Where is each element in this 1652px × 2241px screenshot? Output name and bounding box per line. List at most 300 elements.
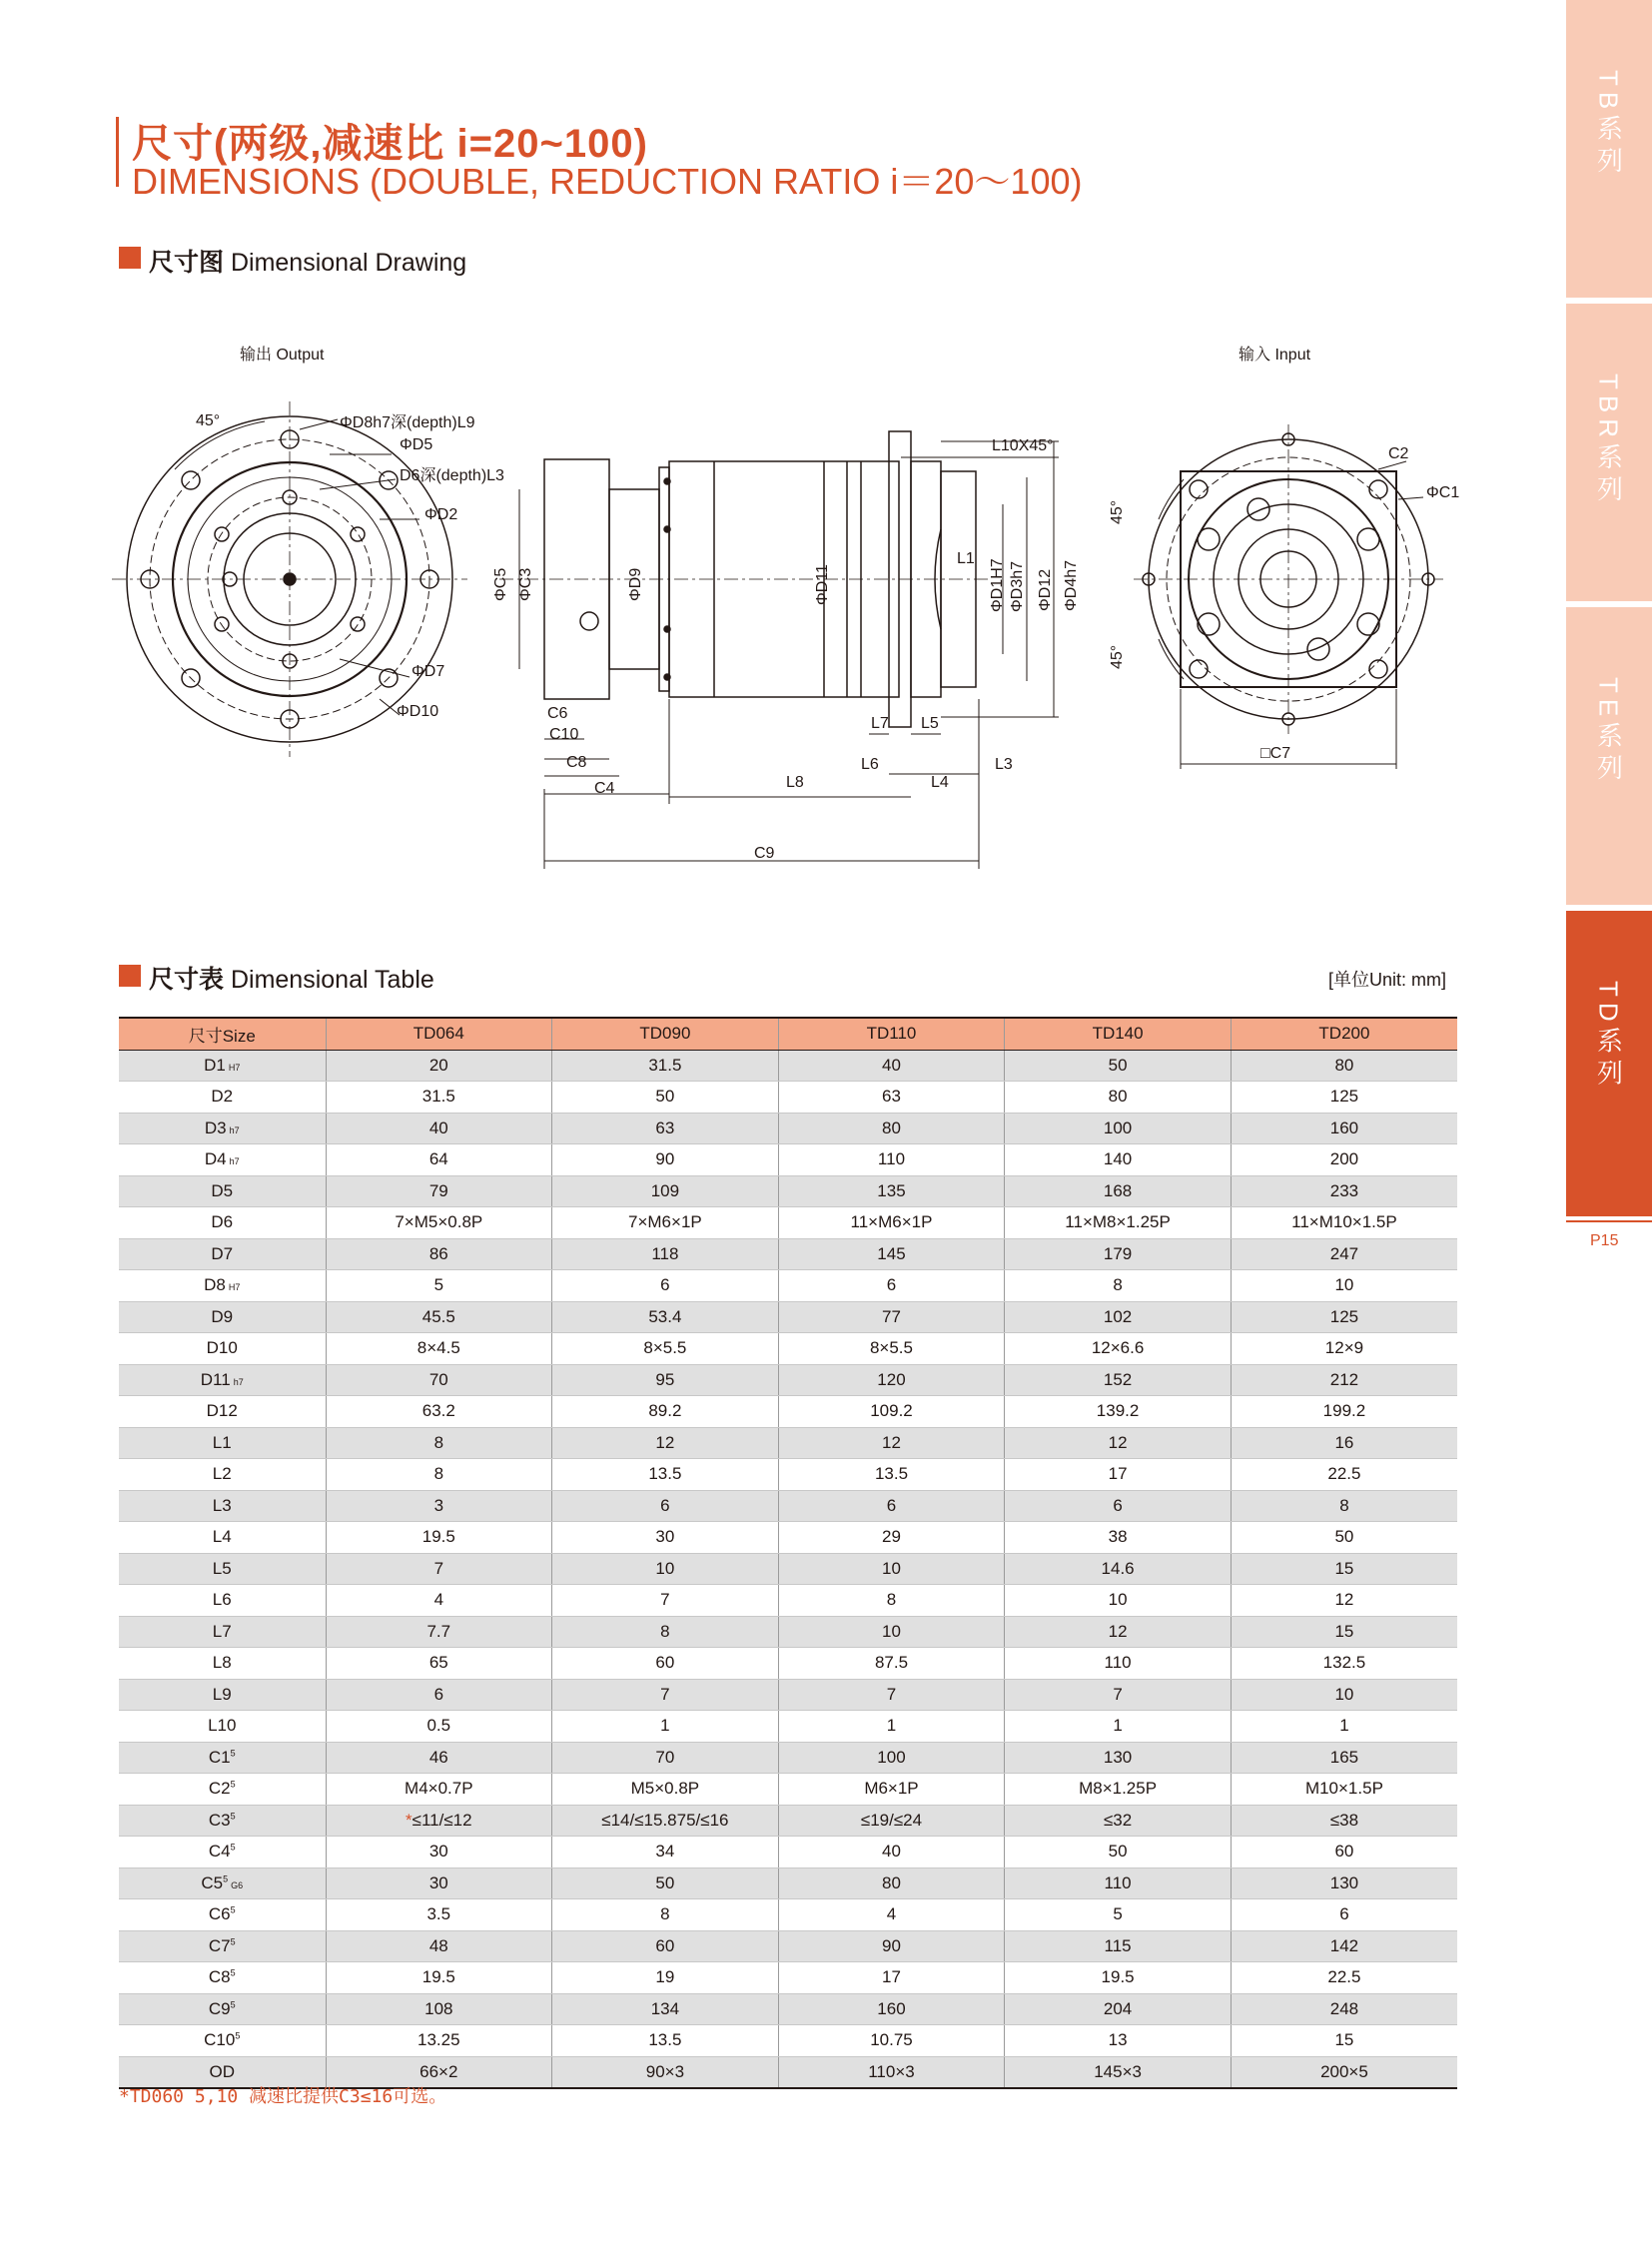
table-row xyxy=(119,1144,1457,1176)
row-label xyxy=(119,1333,326,1365)
cell-value: 0.5 xyxy=(426,1716,451,1736)
row-label-text: L7 xyxy=(212,1621,232,1641)
angle-label-input-bottom: 45° xyxy=(1109,644,1126,669)
table-cell xyxy=(552,1082,779,1114)
table-cell xyxy=(1005,1711,1232,1743)
header-td200: TD200 xyxy=(1231,1018,1457,1050)
table-cell xyxy=(1005,1082,1232,1114)
l10-label: L10X45° xyxy=(992,437,1054,454)
table-row xyxy=(119,1427,1457,1459)
c8-label: C8 xyxy=(566,754,587,771)
clamp-screw-icon xyxy=(1357,528,1379,550)
cell-value: 139.2 xyxy=(1096,1401,1140,1421)
row-label xyxy=(119,1082,326,1114)
cell-value: 140 xyxy=(1103,1149,1133,1169)
clamp-screw-icon xyxy=(1357,613,1379,635)
d6-label: D6深(depth)L3 xyxy=(400,467,504,484)
row-label-text: C8 xyxy=(208,1967,231,1987)
row-label xyxy=(119,1868,326,1899)
tapped-hole-icon xyxy=(351,527,365,541)
l1-label: L1 xyxy=(957,550,975,567)
cell-value: 87.5 xyxy=(874,1653,909,1673)
table-row xyxy=(119,1490,1457,1522)
table-row xyxy=(119,1648,1457,1680)
header-td140: TD140 xyxy=(1005,1018,1232,1050)
table-cell xyxy=(326,1459,552,1491)
cell-value: 13.5 xyxy=(648,2030,682,2050)
row-label-sup: 5 xyxy=(223,1873,229,1884)
table-cell xyxy=(326,1553,552,1585)
cell-value: 38 xyxy=(1108,1527,1128,1547)
row-label-sup: 5 xyxy=(230,1999,236,2010)
page-title-en: DIMENSIONS (DOUBLE, REDUCTION RATIO i＝20～100) xyxy=(132,161,1083,202)
cell-value: 11×M8×1.25P xyxy=(1065,1212,1171,1232)
cell-value: 10 xyxy=(655,1558,675,1578)
table-cell xyxy=(552,1742,779,1774)
table-cell xyxy=(778,1175,1005,1207)
cell-value: M5×0.8P xyxy=(630,1779,700,1799)
cell-value: M6×1P xyxy=(864,1779,919,1799)
c6-label: C6 xyxy=(547,705,568,722)
table-cell xyxy=(778,1459,1005,1491)
cell-value: 30 xyxy=(428,1842,448,1862)
asterisk-mark: * xyxy=(406,1810,413,1830)
table-cell xyxy=(1231,1207,1457,1239)
row-label-text: D7 xyxy=(211,1243,234,1263)
d12-label: ΦD12 xyxy=(1037,568,1054,611)
l8-label: L8 xyxy=(786,774,804,791)
table-cell xyxy=(326,1616,552,1648)
cell-value: 4 xyxy=(433,1590,444,1610)
table-cell xyxy=(552,2056,779,2088)
cell-value: 80 xyxy=(882,1872,901,1892)
tolerance-mark: h7 xyxy=(229,1156,240,1167)
table-cell xyxy=(778,1113,1005,1144)
angle-label: 45° xyxy=(196,412,221,429)
tolerance-mark: h7 xyxy=(229,1124,240,1135)
l4-label: L4 xyxy=(931,774,949,791)
cell-value: 132.5 xyxy=(1322,1653,1366,1673)
cell-value: 64 xyxy=(428,1149,448,1169)
cell-value: 34 xyxy=(655,1842,675,1862)
d2-label: ΦD2 xyxy=(424,506,458,523)
row-label xyxy=(119,1238,326,1270)
table-cell xyxy=(778,1333,1005,1365)
table-cell xyxy=(552,1805,779,1837)
cell-value: 31.5 xyxy=(648,1055,682,1075)
table-cell xyxy=(552,1837,779,1868)
table-cell xyxy=(1231,1459,1457,1491)
c5-label: ΦC5 xyxy=(492,567,509,601)
cell-value: 3.5 xyxy=(426,1904,451,1924)
table-cell xyxy=(326,1207,552,1239)
table-cell xyxy=(778,1364,1005,1396)
cell-value: 29 xyxy=(882,1527,901,1547)
cell-value: 1 xyxy=(886,1716,897,1736)
row-label-text: C6 xyxy=(208,1904,231,1924)
cell-value: 199.2 xyxy=(1322,1401,1366,1421)
table-cell xyxy=(326,1868,552,1899)
table-cell xyxy=(1005,2025,1232,2057)
cell-value: 19 xyxy=(655,1967,675,1987)
table-cell xyxy=(778,1553,1005,1585)
cell-value: 79 xyxy=(428,1180,448,1200)
cell-value: 15 xyxy=(1334,1558,1354,1578)
table-cell xyxy=(326,1175,552,1207)
row-label xyxy=(119,1805,326,1837)
corner-hole-icon xyxy=(1190,480,1208,498)
cell-value: 60 xyxy=(655,1653,675,1673)
tab-underline xyxy=(1566,1220,1652,1222)
cell-value: 6 xyxy=(886,1275,897,1295)
cell-value: 8 xyxy=(886,1590,897,1610)
side-tab-tbr[interactable] xyxy=(1566,304,1652,601)
table-cell xyxy=(1005,1837,1232,1868)
side-tab-tb[interactable] xyxy=(1566,0,1652,298)
row-label xyxy=(119,1962,326,1994)
table-cell xyxy=(1005,1050,1232,1082)
row-label-text: C1 xyxy=(208,1747,231,1767)
table-cell xyxy=(1005,1113,1232,1144)
cell-value: 95 xyxy=(655,1369,675,1389)
table-row xyxy=(119,1113,1457,1144)
row-label-sup: 5 xyxy=(235,2030,241,2041)
output-view-label: 输出 Output xyxy=(240,347,325,364)
table-cell xyxy=(326,1238,552,1270)
dimension-table xyxy=(119,1017,1457,2089)
table-row xyxy=(119,1742,1457,1774)
table-row xyxy=(119,1585,1457,1617)
table-cell xyxy=(778,1711,1005,1743)
table-cell xyxy=(1005,1522,1232,1554)
cell-value: 14.6 xyxy=(1101,1558,1135,1578)
l7-label: L7 xyxy=(871,715,889,732)
table-cell xyxy=(326,2025,552,2057)
cell-value: 10 xyxy=(882,1621,901,1641)
cell-value: 160 xyxy=(877,1998,906,2018)
c10-label: C10 xyxy=(549,726,579,743)
cell-value: 80 xyxy=(1108,1087,1128,1107)
row-label xyxy=(119,1270,326,1302)
cell-value: 6 xyxy=(1339,1904,1349,1924)
row-label-text: L2 xyxy=(212,1464,232,1484)
cell-value: 16 xyxy=(1334,1432,1354,1452)
table-cell xyxy=(1231,1301,1457,1333)
row-label-text: C10 xyxy=(204,2030,236,2050)
cell-value: 90×3 xyxy=(645,2061,685,2081)
cell-value: 130 xyxy=(1329,1872,1359,1892)
c3-label: ΦC3 xyxy=(517,567,534,601)
c1-label: ΦC1 xyxy=(1426,484,1460,501)
dimension-lines xyxy=(519,441,1059,869)
row-label-text: C5 xyxy=(201,1872,224,1892)
row-label-sup: 5 xyxy=(230,1779,236,1790)
table-cell xyxy=(326,1144,552,1176)
table-cell xyxy=(326,1113,552,1144)
page-number: P15 xyxy=(1590,1232,1619,1249)
table-row xyxy=(119,1333,1457,1365)
cell-value: 8 xyxy=(1339,1495,1349,1515)
table-cell xyxy=(778,1616,1005,1648)
row-label-text: D6 xyxy=(211,1212,234,1232)
side-tab-td[interactable] xyxy=(1566,911,1652,1216)
row-label xyxy=(119,1553,326,1585)
cell-value: 86 xyxy=(428,1243,448,1263)
table-cell xyxy=(326,1490,552,1522)
cell-value: 90 xyxy=(655,1149,675,1169)
cell-value: 70 xyxy=(655,1747,675,1767)
table-cell xyxy=(326,1270,552,1302)
table-cell xyxy=(552,1616,779,1648)
cell-value: 12×6.6 xyxy=(1091,1338,1145,1358)
table-cell xyxy=(1005,1144,1232,1176)
table-cell xyxy=(1005,1679,1232,1711)
cell-value: 118 xyxy=(651,1243,679,1263)
table-cell xyxy=(778,1301,1005,1333)
cell-value: 7×M5×0.8P xyxy=(395,1212,483,1232)
table-cell xyxy=(1231,1679,1457,1711)
table-cell xyxy=(326,1396,552,1428)
side-tab-label: TB系列 xyxy=(1593,70,1624,180)
row-label xyxy=(119,1899,326,1931)
table-cell xyxy=(1231,1490,1457,1522)
cell-value: 152 xyxy=(1103,1369,1133,1389)
table-cell xyxy=(326,1082,552,1114)
cell-value: 6 xyxy=(886,1495,897,1515)
table-cell xyxy=(326,1962,552,1994)
cell-value: 179 xyxy=(1103,1243,1133,1263)
table-cell xyxy=(326,1837,552,1868)
table-cell xyxy=(778,1050,1005,1082)
table-cell xyxy=(326,1899,552,1931)
cell-value: 110 xyxy=(1104,1872,1132,1892)
cell-value: 5 xyxy=(1113,1904,1123,1924)
table-cell xyxy=(552,1175,779,1207)
table-cell xyxy=(552,1364,779,1396)
table-cell xyxy=(1231,1899,1457,1931)
table-cell xyxy=(1005,1553,1232,1585)
row-label xyxy=(119,1993,326,2025)
table-cell xyxy=(326,1522,552,1554)
table-cell xyxy=(1005,1993,1232,2025)
mount-hole-icon xyxy=(182,471,200,489)
table-cell xyxy=(1231,2056,1457,2088)
cell-value: 12 xyxy=(1108,1432,1128,1452)
cell-value: ≤32 xyxy=(1103,1810,1133,1830)
table-cell xyxy=(552,1962,779,1994)
d5-label: ΦD5 xyxy=(400,436,433,453)
cell-value: 12 xyxy=(1108,1621,1128,1641)
row-label xyxy=(119,1585,326,1617)
d9-label: ΦD9 xyxy=(627,567,644,601)
d10-label: ΦD10 xyxy=(397,703,439,720)
cell-value: 100 xyxy=(1103,1118,1133,1137)
table-header-row xyxy=(119,1018,1457,1050)
row-label-text: L9 xyxy=(212,1684,232,1704)
table-cell xyxy=(552,1333,779,1365)
cell-value: ≤38 xyxy=(1329,1810,1359,1830)
table-cell xyxy=(326,1333,552,1365)
table-cell xyxy=(326,1301,552,1333)
table-cell xyxy=(1231,1333,1457,1365)
table-cell xyxy=(326,1742,552,1774)
cell-value: 45.5 xyxy=(421,1306,455,1326)
table-cell xyxy=(552,1238,779,1270)
cell-value: 20 xyxy=(428,1055,448,1075)
drawing-title-en: Dimensional Drawing xyxy=(230,249,467,277)
table-cell xyxy=(778,1396,1005,1428)
table-cell xyxy=(778,1962,1005,1994)
side-tab-te[interactable] xyxy=(1566,607,1652,905)
table-cell xyxy=(1231,2025,1457,2057)
table-cell xyxy=(1005,1301,1232,1333)
table-row xyxy=(119,1522,1457,1554)
cell-value: 8 xyxy=(433,1464,444,1484)
row-label xyxy=(119,1301,326,1333)
table-cell xyxy=(1231,1774,1457,1806)
table-title-en: Dimensional Table xyxy=(230,966,434,994)
table-cell xyxy=(778,1207,1005,1239)
table-section-title xyxy=(149,960,434,996)
cell-value: 10.75 xyxy=(870,2030,913,2050)
cell-value: 60 xyxy=(1334,1842,1354,1862)
d4-label: ΦD4h7 xyxy=(1063,559,1080,611)
section-marker xyxy=(119,965,141,987)
cell-value: 8 xyxy=(1113,1275,1123,1295)
table-cell xyxy=(326,1364,552,1396)
drawing-title-cn: 尺寸图 xyxy=(149,249,225,277)
cell-value: 10 xyxy=(882,1558,901,1578)
table-cell xyxy=(552,1899,779,1931)
table-cell xyxy=(552,1585,779,1617)
table-cell xyxy=(1231,1742,1457,1774)
table-cell xyxy=(1231,1648,1457,1680)
cell-value: 22.5 xyxy=(1327,1967,1361,1987)
table-cell xyxy=(552,1270,779,1302)
table-cell xyxy=(778,1805,1005,1837)
cell-value: 63 xyxy=(655,1118,675,1137)
table-cell xyxy=(326,1648,552,1680)
cell-value: ≤19/≤24 xyxy=(860,1810,923,1830)
header-td064: TD064 xyxy=(326,1018,552,1050)
table-cell xyxy=(1005,1648,1232,1680)
table-cell xyxy=(1005,1805,1232,1837)
table-row xyxy=(119,1868,1457,1899)
row-label xyxy=(119,1648,326,1680)
header-td090: TD090 xyxy=(552,1018,779,1050)
c9-label: C9 xyxy=(754,845,775,862)
table-cell xyxy=(552,1207,779,1239)
cell-value: 110×3 xyxy=(868,2061,915,2081)
table-row xyxy=(119,1774,1457,1806)
table-row xyxy=(119,1364,1457,1396)
row-label xyxy=(119,1175,326,1207)
table-cell xyxy=(552,1522,779,1554)
cell-value: 12 xyxy=(655,1432,675,1452)
table-cell xyxy=(1005,1270,1232,1302)
table-cell xyxy=(1005,2056,1232,2088)
input-view-label: 输入 Input xyxy=(1239,347,1311,364)
table-cell xyxy=(1005,1427,1232,1459)
table-row xyxy=(119,1837,1457,1868)
row-label xyxy=(119,1459,326,1491)
tapped-hole-icon xyxy=(351,617,365,631)
table-row xyxy=(119,1050,1457,1082)
side-tab-label: TE系列 xyxy=(1593,677,1624,787)
clamp-screw-icon xyxy=(1307,638,1329,660)
cell-value: 50 xyxy=(1334,1527,1354,1547)
cell-value: 7×M6×1P xyxy=(628,1212,702,1232)
row-label xyxy=(119,1396,326,1428)
table-cell xyxy=(1231,1868,1457,1899)
cell-value: 11×M10×1.5P xyxy=(1291,1212,1397,1232)
table-cell xyxy=(1231,1113,1457,1144)
table-cell xyxy=(326,1805,552,1837)
row-label-text: C4 xyxy=(208,1842,231,1862)
table-cell xyxy=(778,1585,1005,1617)
table-title-cn: 尺寸表 xyxy=(149,966,225,994)
cell-value: 247 xyxy=(1329,1243,1359,1263)
cell-value: 3 xyxy=(433,1495,444,1515)
row-label-text: D10 xyxy=(206,1338,238,1358)
cell-value: 6 xyxy=(433,1684,444,1704)
cell-value: 110 xyxy=(1104,1653,1132,1673)
cell-value: 110 xyxy=(877,1149,906,1169)
table-row xyxy=(119,1679,1457,1711)
row-label xyxy=(119,1522,326,1554)
table-cell xyxy=(326,1930,552,1962)
table-cell xyxy=(1231,1082,1457,1114)
cell-value: 100 xyxy=(877,1747,906,1767)
table-cell xyxy=(552,1868,779,1899)
row-label-text: C7 xyxy=(208,1935,231,1955)
table-cell xyxy=(1005,1333,1232,1365)
table-cell xyxy=(778,1144,1005,1176)
row-label-text: D1 xyxy=(204,1055,226,1075)
cell-value: 108 xyxy=(424,1998,453,2018)
cell-value: 90 xyxy=(882,1935,901,1955)
table-cell xyxy=(552,2025,779,2057)
table-cell xyxy=(1231,1585,1457,1617)
row-label xyxy=(119,1427,326,1459)
footnote: *TD060 5,10 减速比提供C3≤16可选。 xyxy=(119,2086,447,2107)
cell-value: 89.2 xyxy=(648,1401,682,1421)
table-cell xyxy=(552,1648,779,1680)
table-cell xyxy=(1005,1585,1232,1617)
cell-value: 8×5.5 xyxy=(869,1338,913,1358)
cell-value: 6 xyxy=(660,1275,670,1295)
cell-value: 212 xyxy=(1329,1369,1359,1389)
table-cell xyxy=(778,1993,1005,2025)
d11-label: ΦD11 xyxy=(814,564,831,605)
clamp-screw-icon xyxy=(1247,498,1269,520)
c7-label: □C7 xyxy=(1260,745,1291,762)
row-label-text: C3 xyxy=(208,1810,231,1830)
header-td110: TD110 xyxy=(778,1018,1005,1050)
table-cell xyxy=(778,1899,1005,1931)
cell-value: 1 xyxy=(1113,1716,1123,1736)
tolerance-mark: H7 xyxy=(228,1062,241,1073)
cell-value: 65 xyxy=(428,1653,448,1673)
table-cell xyxy=(778,1868,1005,1899)
table-cell xyxy=(1231,1050,1457,1082)
cell-value: 40 xyxy=(882,1055,901,1075)
table-cell xyxy=(778,1238,1005,1270)
cell-value: 125 xyxy=(1329,1306,1359,1326)
row-label xyxy=(119,2025,326,2057)
c4-label: C4 xyxy=(594,780,615,797)
cell-value: 8×4.5 xyxy=(416,1338,460,1358)
